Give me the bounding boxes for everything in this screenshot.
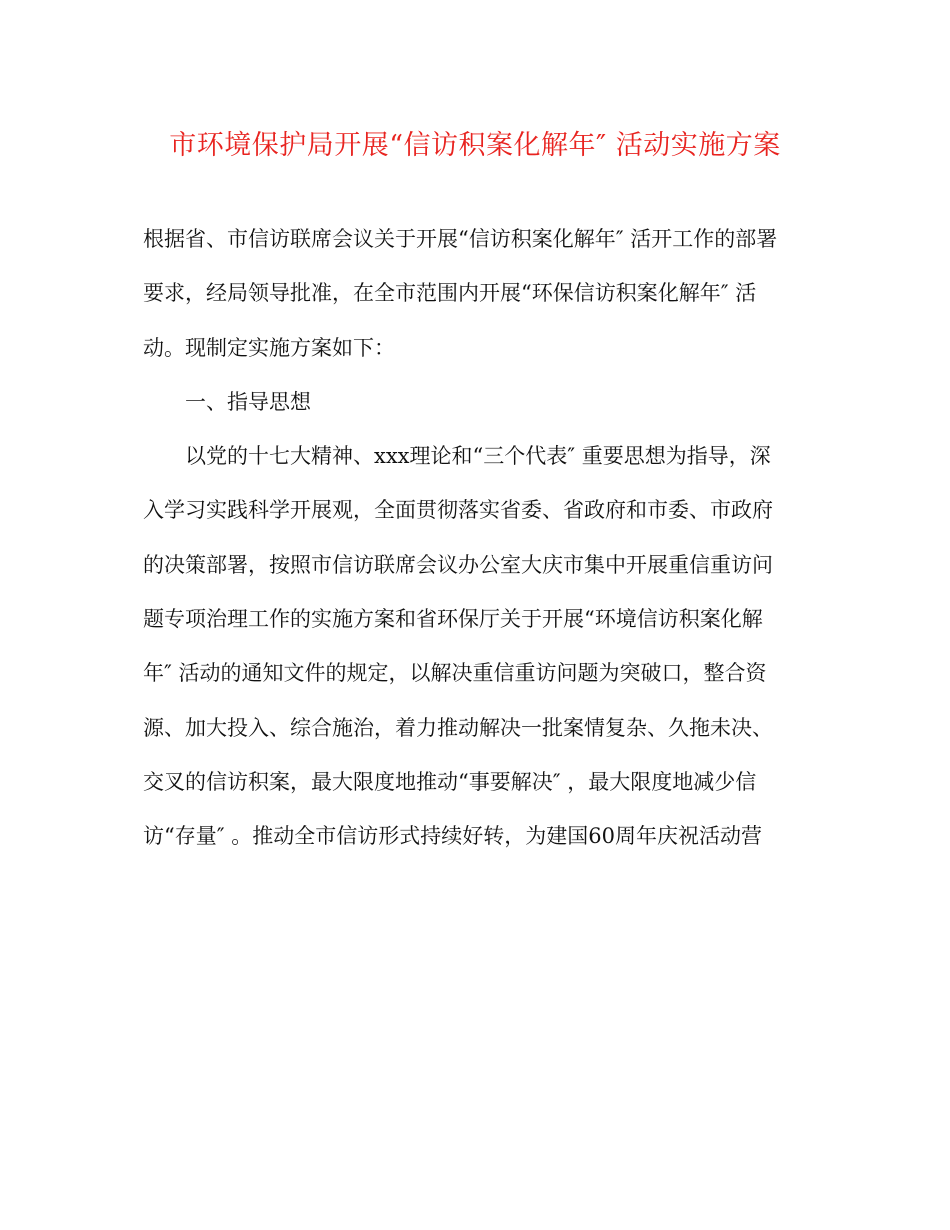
body-line: 动。现制定实施方案如下： (143, 335, 395, 360)
body-line: 题专项治理工作的实施方案和省环保厅关于开展“环境信访积案化解 (143, 607, 763, 632)
body-line: 交叉的信访积案，最大限度地推动“事要解决″ ，最大限度地减少信 (143, 769, 757, 794)
body-line: 入学习实践科学开展观，全面贯彻落实省委、省政府和市委、市政府 (143, 498, 773, 523)
body-line: 根据省、市信访联席会议关于开展“信访积案化解年″ 活开工作的部署 (143, 227, 778, 251)
body-line: 访“存量″ 。推动全市信访形式持续好转，为建国60周年庆祝活动营 (143, 824, 762, 849)
document-title: 市环境保护局开展“信访积案化解年″ 活动实施方案 (169, 130, 781, 161)
body-line: 年″ 活动的通知文件的规定，以解决重信重访问题为突破口，整合资 (143, 661, 767, 686)
body-line: 要求，经局领导批准，在全市范围内开展“环保信访积案化解年″ 活 (143, 281, 757, 306)
body-line: 源、加大投入、综合施治，着力推动解决一批案情复杂、久拖未决、 (143, 715, 773, 740)
body-line: 以党的十七大精神、xxx理论和“三个代表″ 重要思想为指导，深 (185, 444, 771, 469)
body-line: 的决策部署，按照市信访联席会议办公室大庆市集中开展重信重访问 (143, 552, 773, 577)
section-heading: 一、指导思想 (185, 389, 311, 414)
document-body (143, 212, 813, 864)
